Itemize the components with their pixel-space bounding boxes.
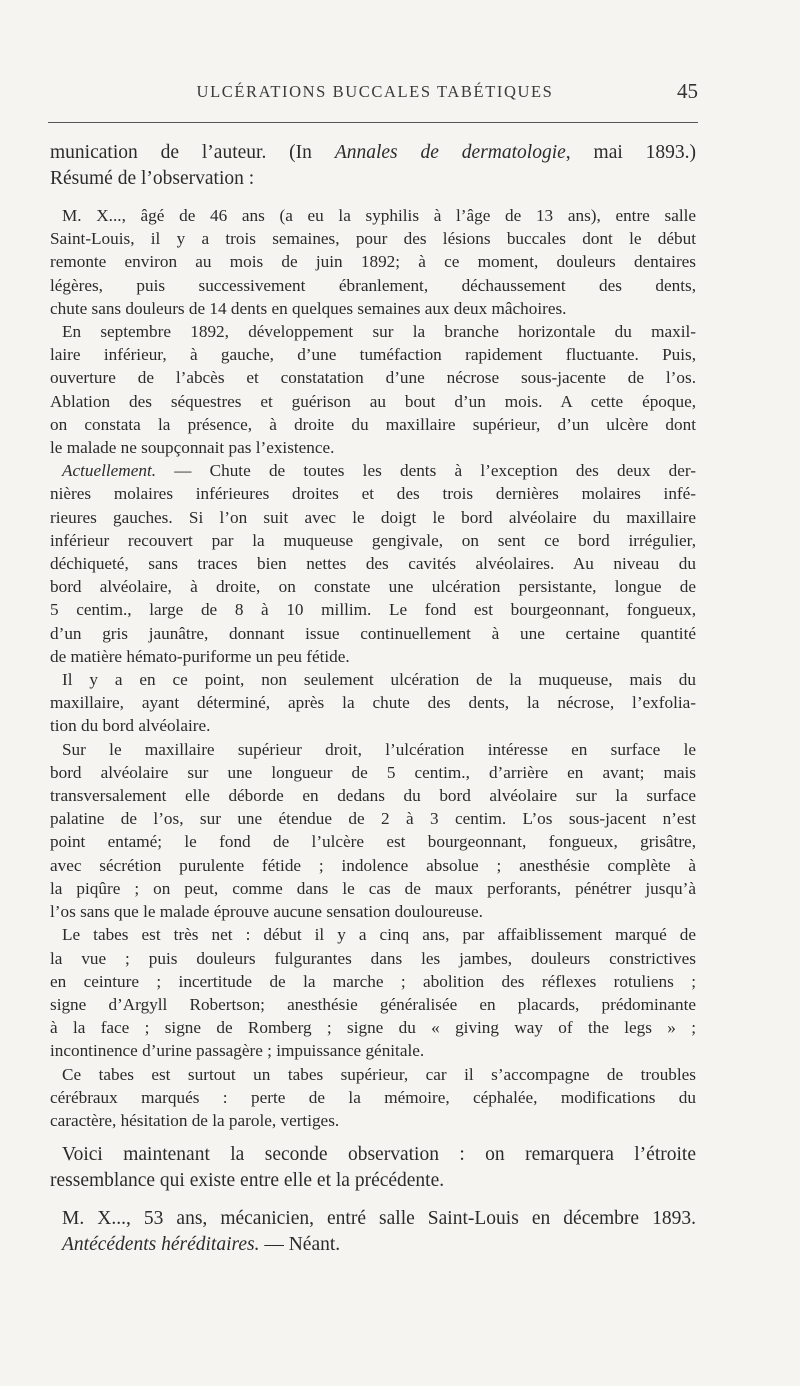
text-line: transversalement elle déborde en dedans du bord alvéolaire sur la surface	[50, 786, 696, 806]
text-line: bord alvéolaire, à droite, on constate une ulcération persistante, longue de	[50, 577, 696, 597]
text-line: Saint-Louis, il y a trois semaines, pour des lésions buccales dont le début	[50, 229, 696, 249]
text-line: d’un gris jaunâtre, donnant issue continuellement à une certaine quantité	[50, 623, 696, 643]
antecedents-label: Antécédents héréditaires.	[62, 1234, 260, 1256]
text-line: 5 centim., large de 8 à 10 millim. Le fond est bourgeonnant, fongueux,	[50, 600, 696, 620]
text-line: avec sécrétion purulente fétide ; indolence absolue ; anesthésie complète à	[50, 855, 696, 875]
text-line: tion du bord alvéolaire.	[50, 716, 211, 736]
text-line: la piqûre ; on peut, comme dans le cas de maux perforants, pénétrer jusqu’à	[50, 878, 696, 898]
running-title: ULCÉRATIONS BUCCALES TABÉTIQUES	[196, 82, 554, 101]
antecedents-text: — Néant.	[259, 1234, 341, 1256]
observation-paragraph-6	[50, 923, 696, 1062]
text-line: la vue ; puis douleurs fulgurantes dans les jambes, douleurs constrictives	[50, 948, 696, 968]
intro-line	[50, 140, 696, 166]
text-line: remonte environ au mois de juin 1892; à ce moment, douleurs dentaires	[50, 252, 696, 272]
text-line: signe d’Argyll Robertson; anesthésie généralisée en placards, prédominante	[50, 994, 696, 1014]
text-line: Le tabes est très net : début il y a cinq ans, par affaiblissement marqué de	[62, 925, 696, 945]
text-line: caractère, hésitation de la parole, vertiges.	[50, 1110, 340, 1130]
actuellement-line	[50, 459, 696, 482]
text-line: on constata la présence, à droite du maxillaire supérieur, d’un ulcère dont	[50, 414, 696, 434]
second-observation-line: M. X..., 53 ans, mécanicien, entré salle Saint-Louis en décembre 1893.	[62, 1208, 696, 1230]
page-header	[52, 79, 698, 112]
text-line: chute sans douleurs de 14 dents en quelques semaines aux deux mâchoires.	[50, 298, 567, 318]
text-line: en ceinture ; incertitude de la marche ; abolition des réflexes rotuliens ;	[50, 971, 696, 991]
actuellement-label: Actuellement.	[62, 461, 157, 481]
intro-date: , mai 1893.)	[565, 142, 696, 163]
text-line: palatine de l’os, sur une étendue de 2 à 3 centim. L’os sous-jacent n’est	[50, 809, 696, 829]
journal-title: Annales de dermatologie	[334, 142, 566, 163]
text-line: bord alvéolaire sur une longueur de 5 centim., d’arrière en avant; mais	[50, 762, 696, 782]
text-line: Ce tabes est surtout un tabes supérieur, car il s’accompagne de troubles	[62, 1064, 696, 1084]
transition-line: ressemblance qui existe entre elle et la précédente.	[50, 1170, 445, 1192]
summary-heading: Résumé de l’observation :	[50, 168, 255, 189]
header-rule	[48, 122, 698, 123]
text-line: nières molaires inférieures droites et des trois dernières molaires infé-	[50, 484, 696, 504]
text-line: ouverture de l’abcès et constatation d’une nécrose sous-jacente de l’os.	[50, 368, 696, 388]
text-line: Il y a en ce point, non seulement ulcération de la muqueuse, mais du	[62, 670, 696, 690]
text-line: laire inférieur, à gauche, d’une tuméfaction rapidement fluctuante. Puis,	[50, 345, 696, 365]
text-line: Sur le maxillaire supérieur droit, l’ulcération intéresse en surface le	[62, 739, 696, 759]
text-line: incontinence d’urine passagère ; impuissance génitale.	[50, 1041, 425, 1061]
text-line: M. X..., âgé de 46 ans (a eu la syphilis à l’âge de 13 ans), entre salle	[62, 206, 696, 225]
text-line: à la face ; signe de Romberg ; signe du « giving way of the legs » ;	[50, 1018, 696, 1038]
text-line: de matière hémato-puriforme un peu fétide.	[50, 646, 350, 666]
observation-paragraph-5	[50, 738, 696, 924]
text-line: maxillaire, ayant déterminé, après la chute des dents, la nécrose, l’exfolia-	[50, 693, 696, 713]
text-line: Ablation des séquestres et guérison au bout d’un mois. A cette époque,	[50, 391, 696, 411]
observation-paragraph-7	[50, 1063, 696, 1133]
observation-paragraph-2	[50, 320, 696, 459]
text-line: inférieur recouvert par la muqueuse gengivale, on sent ce bord irrégulier,	[50, 530, 696, 550]
actuellement-text: — Chute de toutes les dents à l’exception des deux der-	[156, 461, 696, 481]
text-line: légères, puis successivement ébranlement, déchaussement des dents,	[50, 275, 696, 295]
page-number: 45	[677, 79, 698, 103]
antecedents-line	[50, 1232, 696, 1258]
text-line: rieures gauches. Si l’on suit avec le doigt le bord alvéolaire du maxillaire	[50, 507, 696, 527]
text-line: point entamé; le fond de l’ulcère est bourgeonnant, fongueux, grisâtre,	[50, 832, 696, 852]
observation-paragraph-4	[50, 668, 696, 738]
text-line: déchiqueté, sans traces bien nettes des cavités alvéolaires. Au niveau du	[50, 554, 696, 574]
page-body	[50, 140, 696, 1258]
text-line: En septembre 1892, développement sur la branche horizontale du maxil-	[62, 322, 696, 342]
observation-paragraph-3	[50, 482, 696, 668]
observation-paragraph-1	[50, 204, 696, 320]
text-line: cérébraux marqués : perte de la mémoire, céphalée, modifications du	[50, 1087, 696, 1107]
text-line: l’os sans que le malade éprouve aucune sensation douloureuse.	[50, 902, 483, 922]
transition-line: Voici maintenant la seconde observation : on remarquera l’étroite	[62, 1144, 696, 1166]
intro-text: munication de l’auteur. (In	[50, 142, 335, 163]
text-line: le malade ne soupçonnait pas l’existence.	[50, 438, 335, 458]
